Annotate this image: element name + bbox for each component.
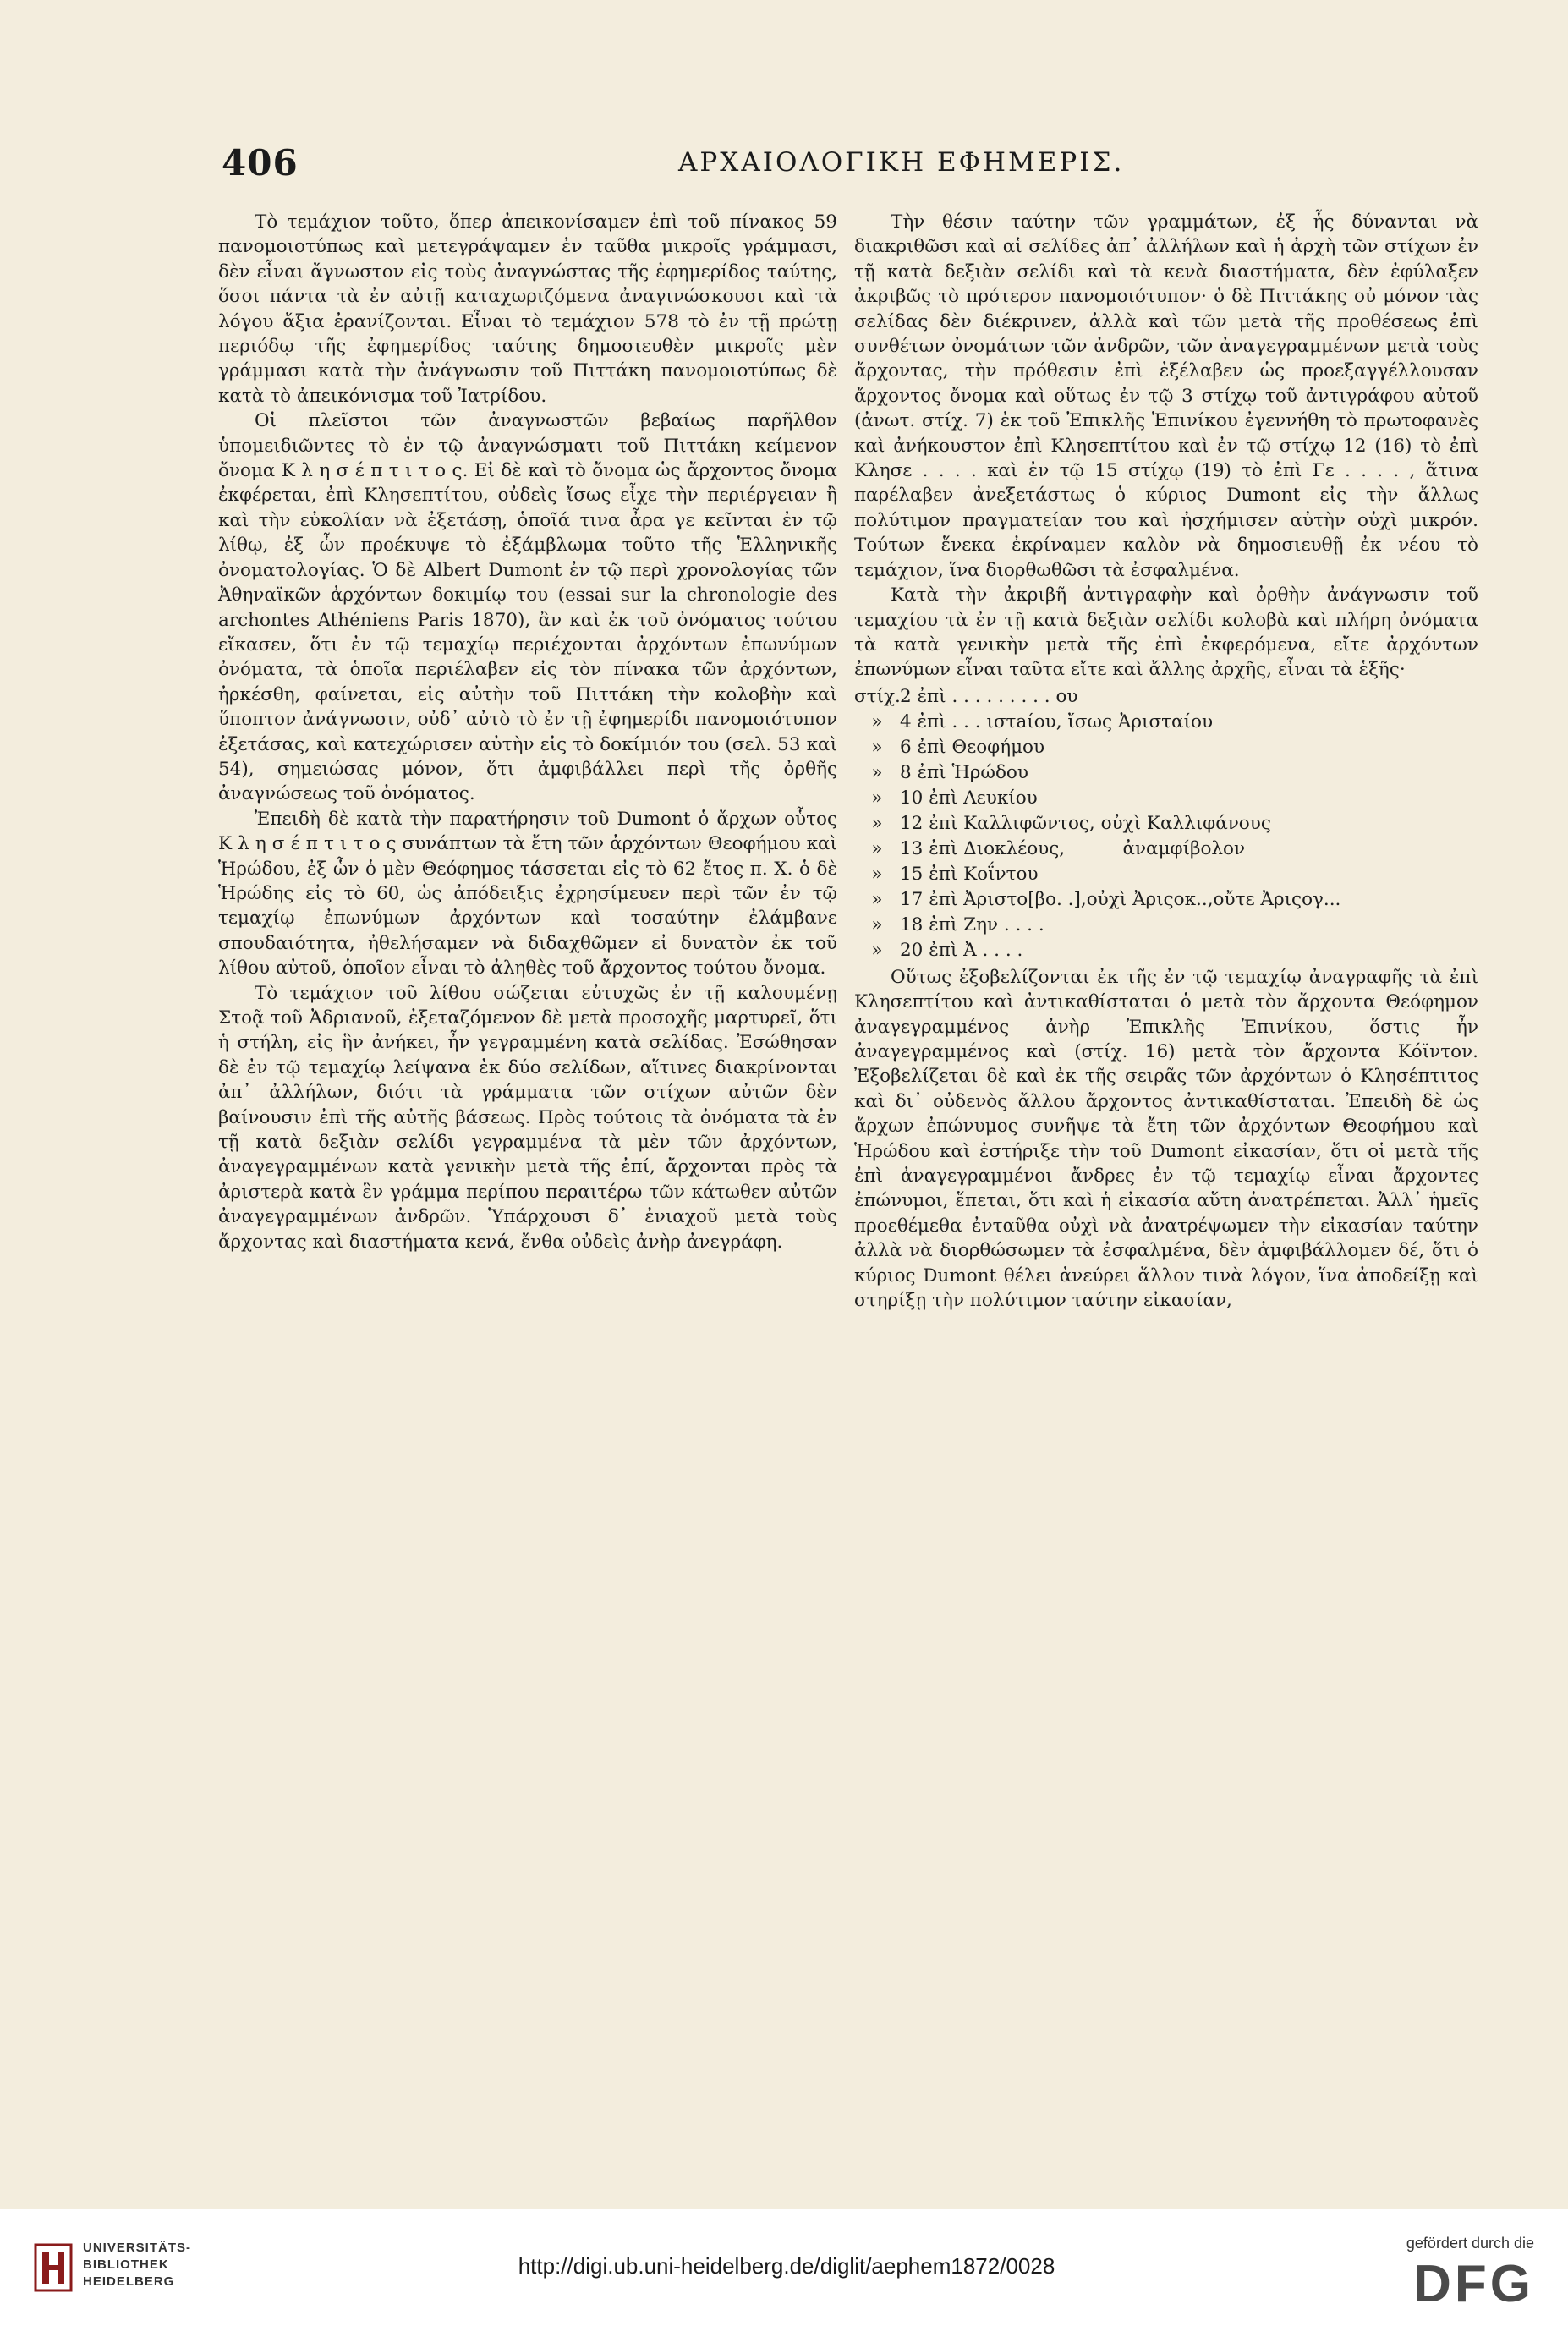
list-item-text: 13 ἐπὶ Διοκλέους, ἀναμφίβολον <box>900 837 1246 859</box>
list-item-text: 20 ἐπὶ Ἀ . . . . <box>900 939 1023 961</box>
list-item <box>854 735 1478 760</box>
list-item-text: 8 ἐπὶ Ἡρώδου <box>900 761 1028 783</box>
university-library-logo[interactable] <box>34 2240 203 2301</box>
library-name-line: UNIVERSITÄTS- <box>83 2241 192 2255</box>
list-item-mark: » <box>871 787 883 809</box>
list-item-mark: » <box>871 913 883 935</box>
list-item-text: 2 ἐπὶ . . . . . . . . . ου <box>900 685 1078 707</box>
archon-list <box>854 684 1478 963</box>
list-item <box>854 684 1478 710</box>
list-item-text: 15 ἐπὶ Κοΐντου <box>900 863 1039 885</box>
list-item <box>854 786 1478 811</box>
running-title: ΑΡΧΑΙΟΛΟΓΙΚΗ ΕΦΗΜΕΡΙΣ. <box>678 147 1125 178</box>
library-emblem-icon <box>34 2243 73 2292</box>
left-paragraph-2: Οἱ πλεῖστοι τῶν ἀναγνωστῶν βεβαίως παρῆλθον ὑπομειδιῶντες τὸ ἐν τῷ ἀναγνώσματι τοῦ Πιττάκη κείμενον ὄνομα Κ λ η σ έ π τ ι τ ο ς. Εἰ δὲ καὶ τὸ ὄνομα ὡς ἄρχοντος ὄνομα ἐκφέρεται, ἐπὶ Κλησεπτίτου, οὐδεὶς ἴσως εἶχε τὴν περιέργειαν ἢ καὶ τὴν εὐκολίαν νὰ ἐξετάσῃ, ὁποῖά τινα ἆρα γε κεῖνται ἐν τῷ λίθῳ, ἐξ ὧν προέκυψε τὸ ἐξάμβλωμα τοῦτο τῆς Ἑλληνικῆς ὀνοματολογίας. Ὁ δὲ Albert Dumont ἐν τῷ περὶ χρονολογίας τῶν Ἀθηναϊκῶν ἀρχόντων δοκιμίῳ του (essai sur la chronologie des archontes Athéniens Paris 1870), ἂν καὶ ἐκ τοῦ ὀνόματος τούτου εἴκασεν, ὅτι ἐν τῷ τεμαχίῳ περιέχονται ἀρχόντων ἐπωνύμων ὀνόματα, τὰ ὁποῖα περιέλαβεν εἰς τὸν πίνακα τῶν ἀρχόντων, ἠρκέσθη, φαίνεται, εἰς αὐτὴν τοῦ Πιττάκη τὴν κολοβὴν καὶ ὕποπτον ἀνάγνωσιν, οὐδ᾽ αὐτὸ τὸ ἐν τῇ ἐφημερίδι πανομοιότυπον ἐξετάσας, καὶ κατεχώρισεν αὐτὴν εἰς τὸ δοκίμιόν του (σελ. 53 καὶ 54), σημειώσας μόνον, ὅτι ἀμφιβάλλει περὶ τῆς ὀρθῆς ἀναγνώσεως τοῦ ὀνόματος. <box>218 410 837 805</box>
list-item <box>854 938 1478 963</box>
list-item <box>854 760 1478 786</box>
list-item-mark: » <box>871 710 883 732</box>
list-item-mark: στίχ. <box>854 685 901 707</box>
list-item-text: 12 ἐπὶ Καλλιφῶντος, οὐχὶ Καλλιφάνους <box>900 812 1271 834</box>
list-item-mark: » <box>871 812 883 834</box>
list-item <box>854 862 1478 887</box>
dfg-logo[interactable]: DFG <box>1413 2255 1534 2313</box>
page-header <box>222 142 1365 195</box>
list-item-text: 17 ἐπὶ Ἀριστο[βο. .],οὐχὶ Ἀριςοκ..,οὔτε Ἀριςογ... <box>900 888 1341 910</box>
list-item <box>854 837 1478 862</box>
left-column <box>218 210 837 1254</box>
list-item-mark: » <box>871 761 883 783</box>
list-item <box>854 887 1478 913</box>
funding-caption: gefördert durch die <box>1406 2235 1534 2252</box>
right-paragraph-3: Οὕτως ἐξοβελίζονται ἐκ τῆς ἐν τῷ τεμαχίῳ ἀναγραφῆς τὰ ἐπὶ Κλησεπτίτου καὶ ἀντικαθίσταται ὁ μετὰ τὸν ἄρχοντα Θεόφημον ἀναγεγραμμένος ἀνὴρ Ἐπικλῆς Ἐπινίκου, ὅστις ἦν ἀναγεγραμμένος καὶ (στίχ. 16) μετὰ τὸν ἄρχοντα Κόϊντον. Ἐξοβελίζεται δὲ καὶ ἐκ τῆς σειρᾶς τῶν ἀρχόντων ὁ Κλησέπτιτος καὶ δι᾽ οὐδενὸς ἄλλου ἄρχοντος ἀντικαθίσταται. Ἐπειδὴ δὲ ὡς ἄρχων ἐπώνυμος συνῆψε τὰ ἔτη τῶν ἀρχόντων Θεοφήμου καὶ Ἡρώδου καὶ ἐστήριξε τὴν τοῦ Dumont εἰκασίαν, ὅτι οἱ μετὰ τῆς ἐπὶ ἀναγεγραμμένοι ἄνδρες ἐν τῷ τεμαχίῳ εἶναι ἄρχοντες ἐπώνυμοι, ἕπεται, ὅτι καὶ ἡ εἰκασία αὕτη ἀνατρέπεται. Ἀλλ᾽ ἡμεῖς προεθέμεθα ἐνταῦθα οὐχὶ νὰ ἀνατρέψωμεν τὴν εἰκασίαν ταύτην ἀλλὰ νὰ διορθώσωμεν τὰ ἐσφαλμένα, δὲν ἀμφιβάλλομεν δέ, ὅτι ὁ κύριος Dumont θέλει ἀνεύρει ἄλλον τινὰ λόγον, ἵνα ἀποδείξῃ καὶ στηρίξῃ τὴν πολύτιμον ταύτην εἰκασίαν, <box>854 966 1478 1311</box>
right-paragraph-1: Τὴν θέσιν ταύτην τῶν γραμμάτων, ἐξ ἧς δύνανται νὰ διακριθῶσι καὶ αἱ σελίδες ἀπ᾽ ἀλλήλων καὶ ἡ ἀρχὴ τῶν στίχων ἐν τῇ κατὰ δεξιὰν σελίδι καὶ τὰ κενὰ διαστήματα, δὲν ἐφύλαξεν ἀκριβῶς τὸ πρότερον πανομοιότυπον· ὁ δὲ Πιττάκης οὐ μόνον τὰς σελίδας δὲν διέκρινεν, ἀλλὰ καὶ τῶν μετὰ τῆς προθέσεως ἐπὶ συνθέτων ὀνομάτων τῶν ἀνδρῶν, τῶν ἀναγεγραμμένων μετὰ τοὺς ἄρχοντας, τὴν πρόθεσιν ἐπὶ ἐξέλαβεν ὡς προεξαγγέλλουσαν ἄρχοντος ὄνομα καὶ οὕτως ἐν τῷ 3 στίχῳ τοῦ ἀντιγράφου αὐτοῦ (ἀνωτ. στίχ. 7) ἐκ τοῦ Ἐπικλῆς Ἐπινίκου ἐγεννήθη τὸ πρωτοφανὲς καὶ ἀνήκουστον ἐπὶ Κλησεπτίτου καὶ ἐν τῷ στίχῳ 12 (16) τὸ ἐπὶ Κλησε . . . . καὶ ἐν τῷ 15 στίχῳ (19) τὸ ἐπὶ Γε . . . . , ἅτινα παρέλαβεν ἀνεξετάστως ὁ κύριος Dumont εἰς τὴν ἄλλως πολύτιμον πραγματείαν του καὶ ἠσχήμισεν αὐτὴν οὐχὶ μικρόν. Τούτων ἕνεκα ἐκρίναμεν καλὸν νὰ δημοσιευθῇ ἐκ νέου τὸ τεμάχιον, ἵνα διορθωθῶσι τὰ ἐσφαλμένα. <box>854 211 1478 581</box>
library-name-line: HEIDELBERG <box>83 2274 175 2289</box>
list-item-mark: » <box>871 837 883 859</box>
library-name <box>83 2240 191 2290</box>
list-item-text: 6 ἐπὶ Θεοφήμου <box>900 736 1045 758</box>
list-item-mark: » <box>871 863 883 885</box>
left-paragraph-4: Τὸ τεμάχιον τοῦ λίθου σώζεται εὐτυχῶς ἐν τῇ καλουμένῃ Στοᾷ τοῦ Ἀδριανοῦ, ἐξεταζόμενον δὲ μετὰ προσοχῆς μαρτυρεῖ, ὅτι ἡ στήλη, εἰς ἣν ἀνήκει, ἦν γεγραμμένη κατὰ σελίδας. Ἐσώθησαν δὲ ἐν τῷ τεμαχίῳ λείψανα ἐκ δύο σελίδων, αἵτινες διακρίνονται ἀπ᾽ ἀλλήλων, διότι τὰ γράμματα τῶν στίχων αὐτῶν δὲν βαίνουσιν ἐπὶ τῆς αὐτῆς βάσεως. Πρὸς τούτοις τὰ ὀνόματα τὰ ἐν τῇ κατὰ δεξιὰν σελίδι γεγραμμένα τὰ μὲν τῶν ἀρχόντων, ἀναγεγραμμένων κατὰ γενικὴν μετὰ τῆς ἐπί, ἄρχονται πρὸς τὰ ἀριστερὰ κατὰ ἓν γράμμα περίπου περαιτέρω τῶν κάτωθεν αὐτῶν ἀναγεγραμμένων ἀνδρῶν. Ὑπάρχουσι δ᾽ ἐνιαχοῦ μετὰ τοὺς ἄρχοντας καὶ διαστήματα κενά, ἔνθα οὐδεὶς ἀνὴρ ἀνεγράφη. <box>218 982 837 1253</box>
source-url-link[interactable]: http://digi.ub.uni-heidelberg.de/diglit/aephem1872/0028 <box>518 2253 1055 2279</box>
list-item <box>854 710 1478 735</box>
list-item <box>854 913 1478 938</box>
list-item-mark: » <box>871 939 883 961</box>
viewer-footer <box>0 2209 1568 2326</box>
right-paragraph-2: Κατὰ τὴν ἀκριβῆ ἀντιγραφὴν καὶ ὀρθὴν ἀνάγνωσιν τοῦ τεμαχίου τὰ ἐν τῇ κατὰ δεξιὰν σελίδι κολοβὰ καὶ πλήρη ὀνόματα τὰ κατὰ γενικὴν μετὰ τῆς ἐπὶ ἐκφερόμενα, εἴτε ἀρχόντων ἐπωνύμων εἶναι ταῦτα εἴτε καὶ ἄλλης ἀρχῆς, εἶναι τὰ ἑξῆς· <box>854 584 1478 681</box>
list-item-mark: » <box>871 888 883 910</box>
list-item-text: 10 ἐπὶ Λευκίου <box>900 787 1038 809</box>
library-name-line: BIBLIOTHEK <box>83 2257 169 2272</box>
page-number: 406 <box>222 142 299 184</box>
list-item-text: 4 ἐπὶ . . . ιστaίου, ἴσως Ἀρισταίου <box>900 710 1214 732</box>
left-paragraph-1: Τὸ τεμάχιον τοῦτο, ὅπερ ἀπεικονίσαμεν ἐπὶ τοῦ πίνακος 59 πανομοιοτύπως καὶ μετεγράψαμεν ἐν ταῦθα μικροῖς γράμμασι, δὲν εἶναι ἄγνωστον εἰς τοὺς ἀναγνώστας τῆς ἐφημερίδος ταύτης, ὅσοι πάντα τὰ ἐν αὐτῇ καταχωριζόμενα ἀναγινώσκουσι καὶ τὰ λόγου ἄξια ἐρανίζονται. Εἶναι τὸ τεμάχιον 578 τὸ ἐν τῇ πρώτῃ περιόδῳ τῆς ἐφημερίδος ταύτης δημοσιευθὲν μικροῖς μὲν γράμμασι κατὰ τὴν ἀνάγνωσιν τοῦ Πιττάκη πανομοιοτύπως δὲ κατὰ τὸ ἀπεικόνισμα τοῦ Ἰατρίδου. <box>218 211 837 407</box>
list-item-text: 18 ἐπὶ Ζην . . . . <box>900 913 1044 935</box>
list-item-mark: » <box>871 736 883 758</box>
right-column <box>854 210 1478 1313</box>
list-item <box>854 811 1478 837</box>
left-paragraph-3: Ἐπειδὴ δὲ κατὰ τὴν παρατήρησιν τοῦ Dumont ὁ ἄρχων οὗτος Κ λ η σ έ π τ ι τ ο ς συνάπτων τὰ ἔτη τῶν ἀρχόντων Θεοφήμου καὶ Ἡρώδου, ἐξ ὧν ὁ μὲν Θεόφημος τάσσεται εἰς τὸ 62 ἔτος π. Χ. ὁ δὲ Ἡρώδης εἰς τὸ 60, ὡς ἀπόδειξις ἐχρησίμευεν περὶ τῶν ἐν τῷ τεμαχίῳ ἐπωνύμων ἀρχόντων καὶ τοσαύτην ἐλάμβανε σπουδαιότητα, ἠθελήσαμεν νὰ διδαχθῶμεν εἰ δυνατὸν ἐκ τοῦ λίθου αὐτοῦ, ὁποῖον εἶναι τὸ ἀληθὲς τοῦ ἄρχοντος τούτου ὄνομα. <box>218 808 837 979</box>
